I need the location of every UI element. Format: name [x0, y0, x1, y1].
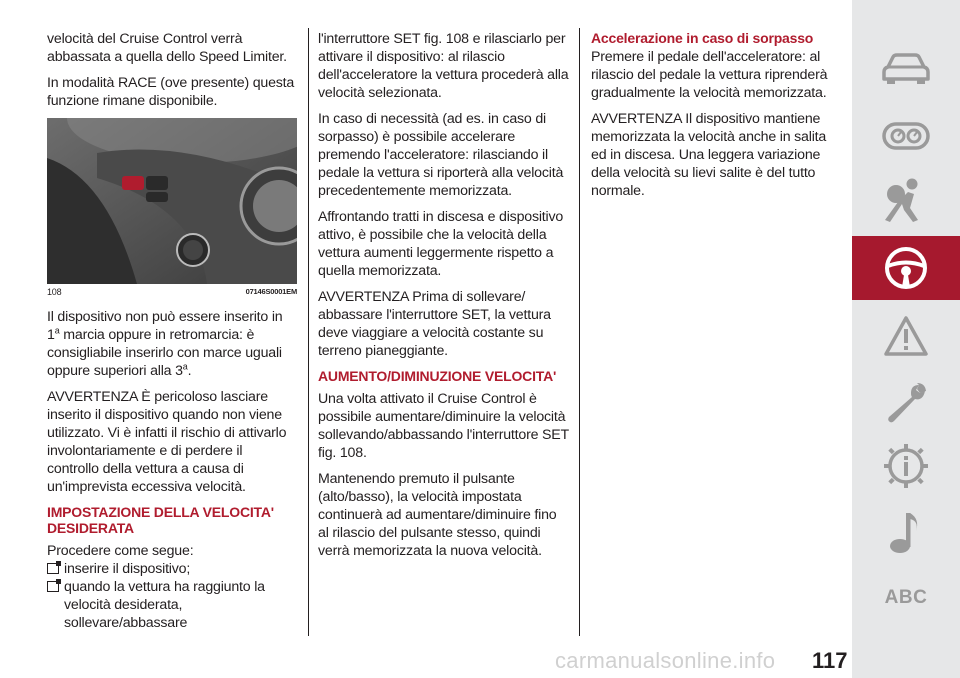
paragraph: Una volta attivato il Cruise Control è possibile aumentare/diminuire la velocità sollevando/abbassando l'interruttore SET fig. 108. [318, 391, 569, 461]
sidebar-item-info[interactable] [852, 434, 960, 498]
sidebar-item-warnings[interactable] [852, 304, 960, 368]
paragraph: Affrontando tratti in discesa e dispositivo attivo, è possibile che la velocità della vettura aumenti leggermente rispetto a quella memorizzata. [318, 209, 564, 279]
paragraph: velocità del Cruise Control verrà abbassata a quella dello Speed Limiter. [47, 31, 287, 65]
watermark: carmanualsonline.info [555, 648, 776, 673]
paragraph: Mantenendo premuto il pulsante (alto/basso), la velocità impostata continuerà ad aumentare/diminuire fino al rilascio del pulsante stesso, quindi verrà memorizzata la nuova velocità. [318, 471, 557, 559]
bullet-icon [47, 563, 59, 574]
warning-triangle-icon [883, 315, 929, 357]
sidebar-item-dashboard[interactable] [852, 104, 960, 168]
paragraph: Procedere come segue: [47, 543, 194, 559]
list-item: inserire il dispositivo; [47, 560, 297, 578]
info-gear-icon [883, 443, 929, 489]
sidebar-item-car[interactable] [852, 36, 960, 100]
subsection-heading: Accelerazione in caso di sorpasso [591, 30, 814, 46]
warning-paragraph: AVVERTENZA È pericoloso lasciare inserito il dispositivo quando non viene utilizzato. Vi è infatti il rischio di attivarlo involontariamente e di perdere il controllo della vettura a causa di un'imprevista eccessiva velocità. [47, 389, 287, 495]
section-heading: IMPOSTAZIONE DELLA VELOCITA' DESIDERATA [47, 504, 274, 536]
music-note-icon [886, 509, 926, 555]
figure-code: 07146S0001EM [245, 287, 297, 296]
paragraph: In caso di necessità (ad es. in caso di sorpasso) è possibile accelerare premendo l'acceleratore: rilasciando il pedale la vettura si riporterà alla velocità precedentemente memorizzata. [318, 111, 564, 199]
airbag-person-icon [882, 176, 930, 224]
column-divider [308, 28, 309, 636]
steering-wheel-icon [883, 245, 929, 291]
figure-108-image [47, 118, 297, 284]
sidebar-item-safety[interactable] [852, 168, 960, 232]
sidebar-item-multimedia[interactable] [852, 500, 960, 564]
dashboard-icon [882, 121, 930, 151]
warning-paragraph: AVVERTENZA Il dispositivo mantiene memorizzata la velocità anche in salita ed in discesa. Una leggera variazione della velocità su lievi salite è del tutto normale. [591, 111, 827, 199]
page-number: 117 [812, 648, 848, 673]
column-1 [47, 30, 297, 632]
index-label: ABC [884, 587, 928, 608]
figure-caption [47, 286, 297, 298]
sidebar-item-index[interactable] [852, 566, 960, 630]
column-2 [318, 30, 570, 568]
section-heading: AUMENTO/DIMINUZIONE VELOCITA' [318, 368, 557, 384]
car-icon [882, 51, 930, 85]
list-item: quando la vettura ha raggiunto la velocità desiderata, sollevare/abbassare [47, 578, 297, 632]
sidebar-item-driving[interactable] [852, 236, 960, 300]
paragraph: Il dispositivo non può essere inserito in 1$^a$ marcia oppure in retromarcia: è consigliabile inserirlo con marce uguali oppure superiori alla 3$^a$. [47, 309, 283, 379]
figure-number: 108 [47, 287, 62, 297]
wrench-icon [883, 379, 929, 425]
paragraph: In modalità RACE (ove presente) questa funzione rimane disponibile. [47, 75, 295, 109]
paragraph: l'interruttore SET fig. 108 e rilasciarlo per attivare il dispositivo: al rilascio dell'acceleratore la vettura procederà alla velocità selezionata. [318, 31, 569, 101]
warning-paragraph: AVVERTENZA Prima di sollevare/ abbassare l'interruttore SET, la vettura deve viaggiare a velocità costante su terreno pianeggiante. [318, 289, 551, 359]
chapter-sidebar [852, 0, 960, 678]
column-divider [579, 28, 580, 636]
bullet-icon [47, 581, 59, 592]
paragraph: Premere il pedale dell'acceleratore: al rilascio del pedale la vettura riprenderà gradualmente la velocità memorizzata. [591, 49, 828, 101]
column-3 [591, 30, 843, 208]
sidebar-item-maintenance[interactable] [852, 370, 960, 434]
